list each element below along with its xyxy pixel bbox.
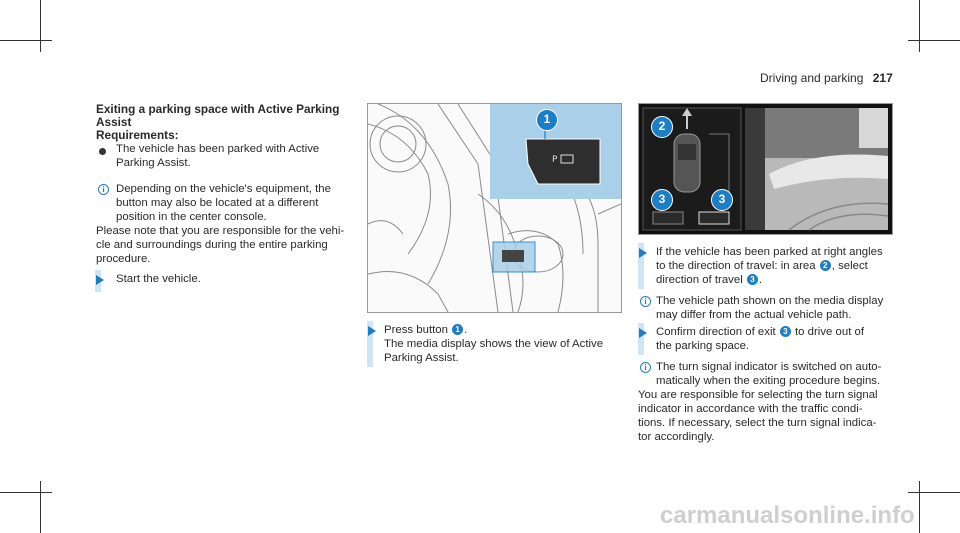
step-right-angles-line1: If the vehicle has been parked at right angles [656,246,883,258]
paragraph-line2: cle and surroundings during the entire parking [96,239,328,251]
svg-text:P: P [552,155,558,165]
step-text: direction of travel [656,274,743,286]
callout-3-left: 3 [651,189,673,211]
step-text-end: . [464,324,468,336]
callout-3-right: 3 [711,189,733,211]
note-path-line2: may differ from the actual vehicle path. [656,309,852,321]
crop-mark [40,481,41,533]
note-turn-signal-line1: The turn signal indicator is switched on auto- [656,361,882,373]
requirement-line1: The vehicle has been parked with Active [116,143,320,155]
display-drawing [639,104,892,234]
step-text-end: to drive out of [795,326,865,338]
step-press-button [384,324,467,338]
console-drawing [368,104,621,312]
bullet-icon [99,148,106,155]
crop-mark [908,40,960,41]
step-start-vehicle: Start the vehicle. [116,273,201,285]
step-right-angles-line2 [656,260,868,274]
crop-mark [919,0,920,52]
paragraph-line1: Please note that you are responsible for the vehi- [96,225,345,237]
callout-ref-3: 3 [780,326,791,337]
note-path-line1: The vehicle path shown on the media display [656,295,884,307]
info-icon: i [640,296,651,307]
crop-mark [40,0,41,52]
paragraph-line3: tions. If necessary, select the turn signal indica- [638,417,877,429]
step-arrow-icon [639,248,647,258]
running-header [760,72,893,86]
crop-mark [0,40,52,41]
section-heading-line1: Exiting a parking space with Active Parking [96,102,340,116]
step-arrow-icon [368,326,376,336]
crop-mark [919,481,920,533]
paragraph-line3: procedure. [96,253,151,265]
paragraph-line2: indicator in accordance with the traffic condi- [638,403,863,415]
step-confirm-line1 [656,326,864,340]
requirement-line2: Parking Assist. [116,157,191,169]
step-line2: The media display shows the view of Active [384,338,604,350]
step-text-end: , select [831,260,868,272]
callout-ref-1: 1 [452,324,463,335]
step-text: Confirm direction of exit [656,326,776,338]
watermark: carmanualsonline.info [660,502,915,529]
paragraph-line4: tor accordingly. [638,431,715,443]
step-text-end: . [758,274,763,286]
crop-mark [0,492,52,493]
paragraph-line1: You are responsible for selecting the turn signal [638,389,878,401]
note-turn-signal-line2: matically when the exiting procedure begins. [656,375,881,387]
step-arrow-icon [639,328,647,338]
callout-ref-3: 3 [747,274,758,285]
step-text: Press button [384,324,448,336]
section-heading-line2: Assist [96,115,132,129]
callout-1: 1 [536,109,558,131]
section-title: Driving and parking [760,71,864,85]
step-right-angles-line3 [656,274,762,288]
crop-mark [908,492,960,493]
step-text: to the direction of travel: in area [656,260,816,272]
callout-2: 2 [651,116,673,138]
info-icon: i [98,184,109,195]
requirements-label: Requirements: [96,128,179,142]
step-arrow-icon [96,275,104,285]
note-line1: Depending on the vehicle's equipment, the [116,183,331,195]
info-icon: i [640,362,651,373]
page-number: 217 [872,71,893,85]
center-console-figure [367,103,622,313]
media-display-figure [638,103,893,235]
callout-ref-2: 2 [820,260,831,271]
note-line3: position in the center console. [116,211,267,223]
step-line3: Parking Assist. [384,352,459,364]
step-confirm-line2: the parking space. [656,340,750,352]
note-line2: button may also be located at a different [116,197,319,209]
